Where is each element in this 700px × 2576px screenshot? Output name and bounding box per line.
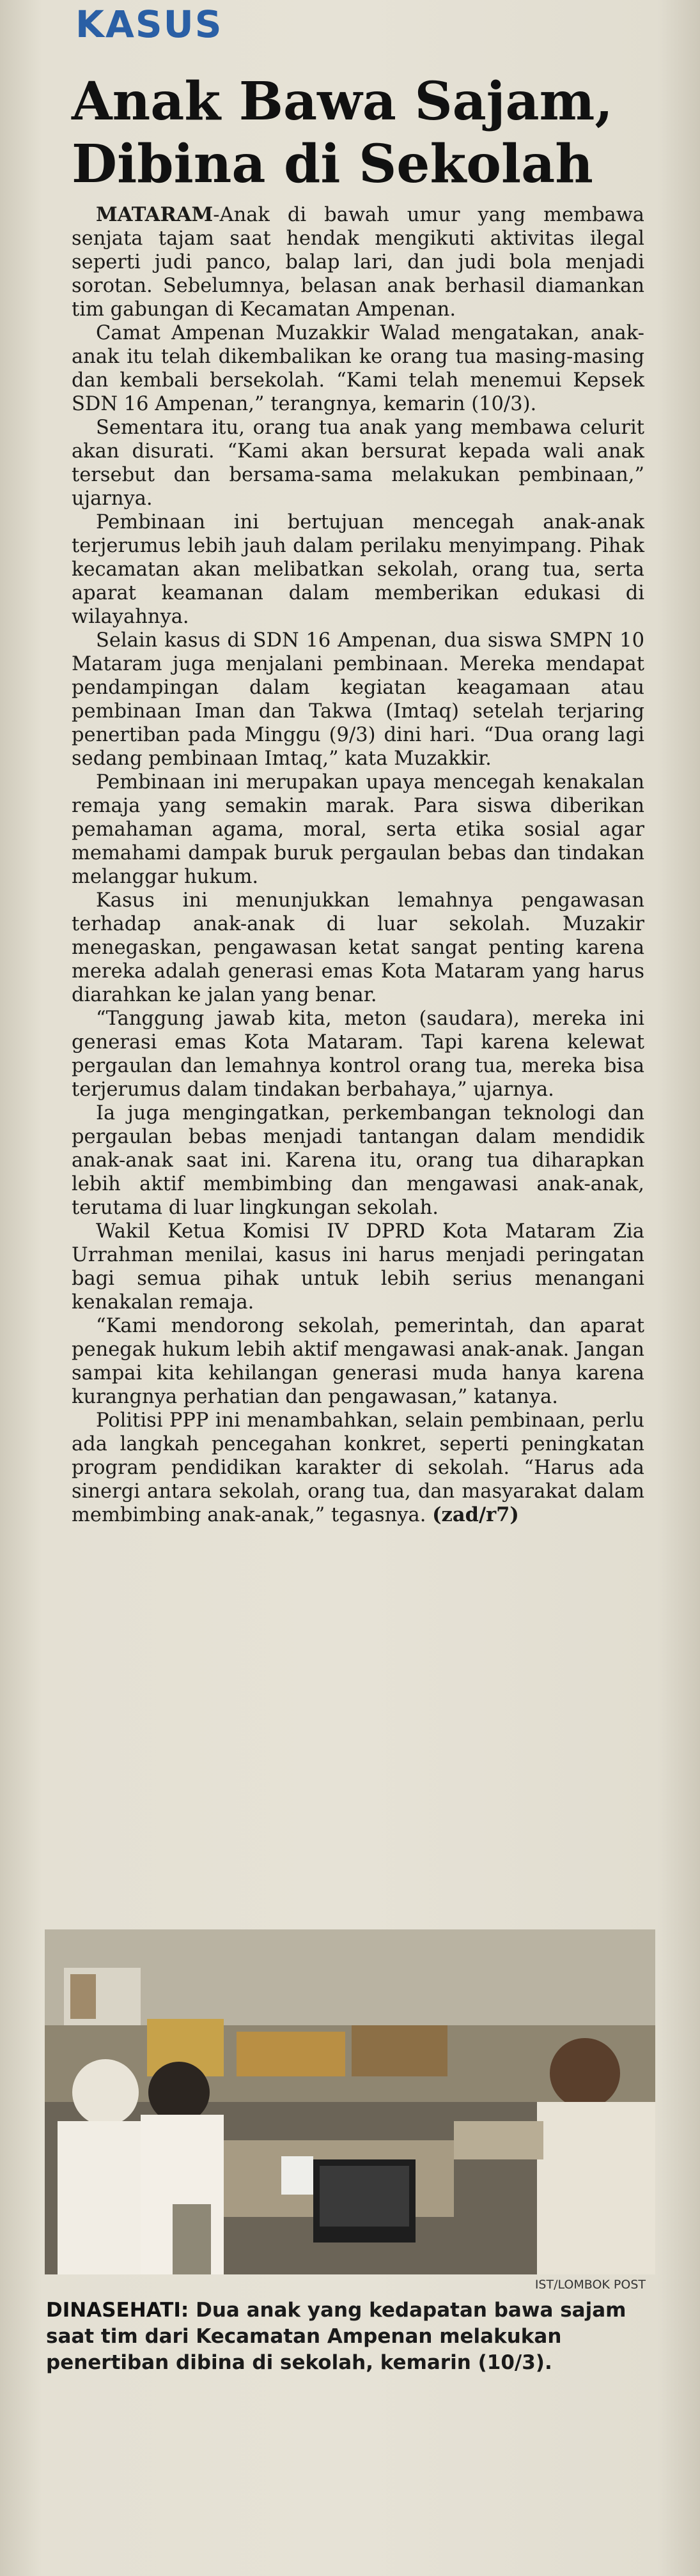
paragraph: Pembinaan ini bertujuan mencegah anak-anak terjerumus lebih jauh dalam perilaku menyimpang. Pihak kecamatan akan melibatkan sekolah, orang tua, serta aparat keamanan dalam memberikan edukasi di wilayahnya. <box>72 511 644 628</box>
paragraph-text: Politisi PPP ini menambahkan, selain pembinaan, perlu ada langkah pencegahan konkret, seperti peningkatan program pendidikan karakter di sekolah. “Harus ada sinergi antara sekolah, orang tua, dan masyarakat dalam membimbing anak-anak,” tegasnya. <box>72 1409 644 1526</box>
section-rubric: KASUS <box>75 3 223 46</box>
caption-lead: DINASEHATI: <box>46 2299 189 2322</box>
classroom-photo-illustration <box>45 1929 655 2274</box>
author-signature: (zad/r7) <box>432 1503 519 1526</box>
paragraph: Camat Ampenan Muzakkir Walad mengatakan, anak-anak itu telah dikembalikan ke orang tua masing-masing dan kembali bersekolah. “Kami telah menemui Kepsek SDN 16 Ampenan,” terangnya, kemarin (10/3). <box>72 322 644 415</box>
paragraph: Kasus ini menunjukkan lemahnya pengawasan terhadap anak-anak di luar sekolah. Muzakir menegaskan, pengawasan ketat sangat penting karena mereka adalah generasi emas Kota Mataram yang harus diarahkan ke jalan yang benar. <box>72 889 644 1006</box>
paragraph: “Kami mendorong sekolah, pemerintah, dan aparat penegak hukum lebih aktif mengawasi anak-anak. Jangan sampai kita kehilangan generasi muda hanya karena kurangnya perhatian dan pengawasan,” katanya. <box>72 1315 644 1408</box>
paragraph: Selain kasus di SDN 16 Ampenan, dua siswa SMPN 10 Mataram juga menjalani pembinaan. Mereka mendapat pendampingan dalam kegiatan keagamaan atau pembinaan Iman dan Takwa (Imtaq) setelah terjaring penertiban pada Minggu (9/3) dini hari. “Dua orang lagi sedang pembinaan Imtaq,” kata Muzakkir. <box>72 629 644 770</box>
paragraph-last <box>72 1409 644 1527</box>
caption-text: Dua anak yang kedapatan bawa sajam saat tim dari Kecamatan Ampenan melakukan penertiban dibina di sekolah, kemarin (10/3). <box>46 2299 626 2374</box>
paragraph: Wakil Ketua Komisi IV DPRD Kota Mataram Zia Urrahman menilai, kasus ini harus menjadi peringatan bagi semua pihak untuk lebih serius menangani kenakalan remaja. <box>72 1220 644 1314</box>
paragraph: Pembinaan ini merupakan upaya mencegah kenakalan remaja yang semakin marak. Para siswa diberikan pemahaman agama, moral, serta etika sosial agar memahami dampak buruk pergaulan bebas dan tindakan melanggar hukum. <box>72 771 644 888</box>
photo-credit: IST/LOMBOK POST <box>534 2278 646 2292</box>
photo-caption <box>46 2297 653 2376</box>
lead-paragraph <box>72 203 644 321</box>
paragraph: Sementara itu, orang tua anak yang membawa celurit akan disurati. “Kami akan bersurat kepada wali anak tersebut dan bersama-sama melakukan pembinaan,” ujarnya. <box>72 417 644 510</box>
article-body <box>72 203 644 1527</box>
dateline: MATARAM <box>96 203 214 226</box>
headline: Anak Bawa Sajam, Dibina di Sekolah <box>72 71 613 195</box>
paragraph: “Tanggung jawab kita, meton (saudara), mereka ini generasi emas Kota Mataram. Tapi karena kelewat pergaulan dan lemahnya kontrol orang tua, mereka bisa terjerumus dalam tindakan berbahaya,” ujarnya. <box>72 1008 644 1101</box>
lead-text: -Anak di bawah umur yang membawa senjata tajam saat hendak mengikuti aktivitas ilegal seperti judi panco, balap lari, dan judi bola menjadi sorotan. Sebelumnya, belasan anak berhasil diamankan tim gabungan di Kecamatan Ampenan. <box>72 204 644 321</box>
paragraph: Ia juga mengingatkan, perkembangan teknologi dan pergaulan bebas menjadi tantangan dalam mendidik anak-anak saat ini. Karena itu, orang tua diharapkan lebih aktif membimbing dan mengawasi anak-anak, terutama di luar lingkungan sekolah. <box>72 1102 644 1219</box>
news-photo <box>45 1929 655 2274</box>
